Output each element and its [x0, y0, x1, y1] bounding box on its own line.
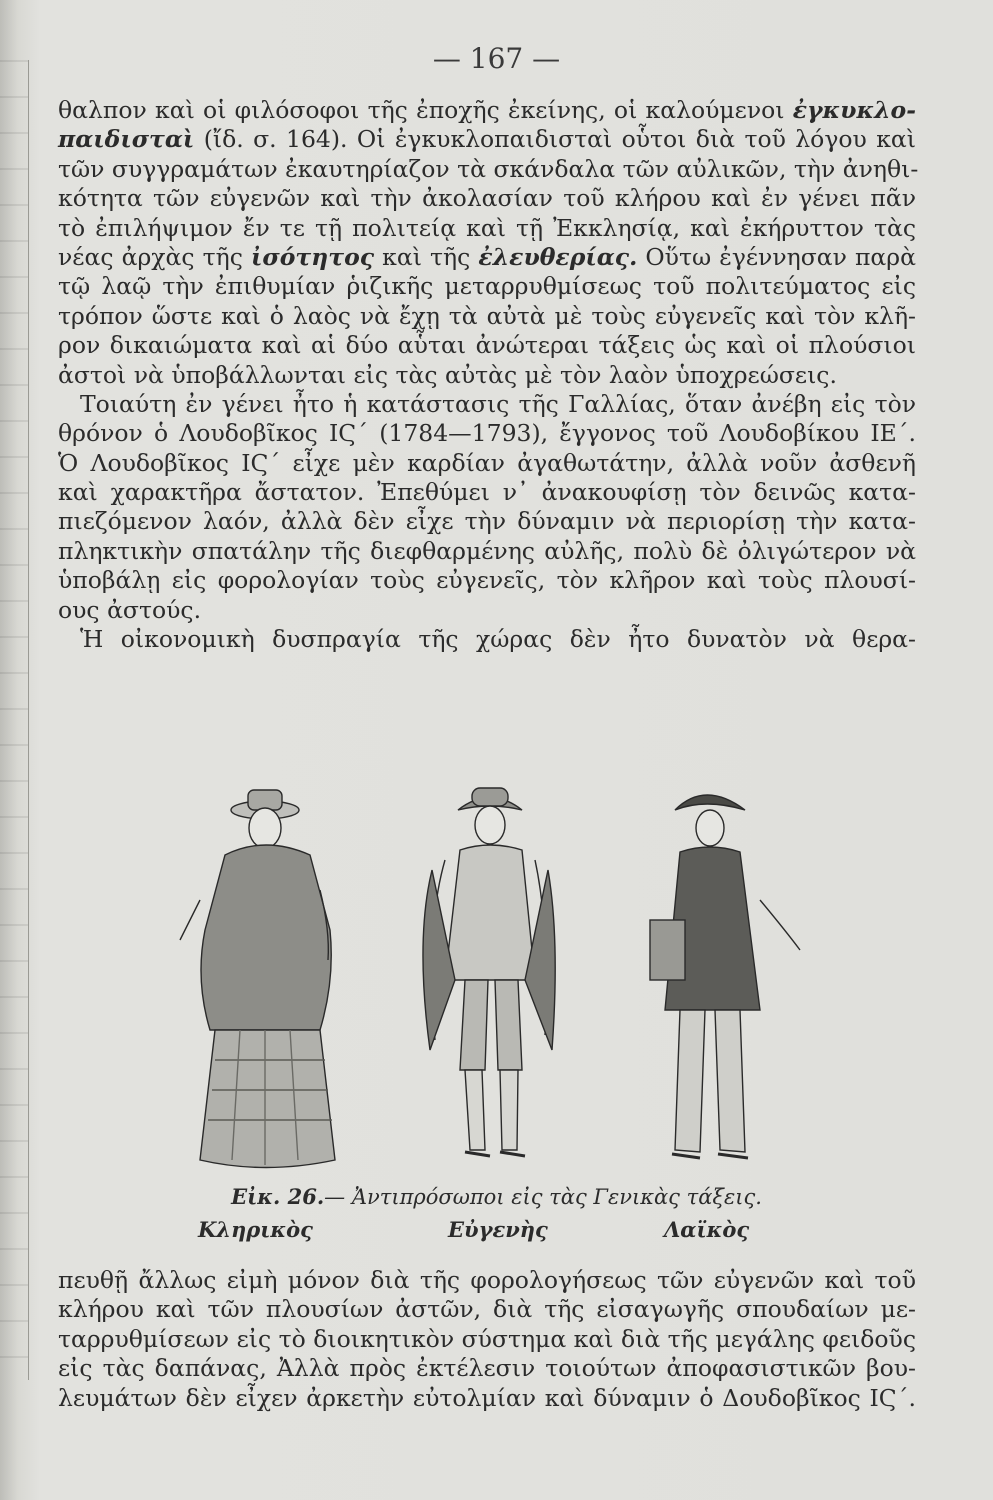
text-line: κλήρου καὶ τῶν πλουσίων ἀστῶν, διὰ τῆς εἰσαγωγῆς σπουδαίων με-: [58, 1295, 916, 1324]
clergy-figure: [180, 790, 335, 1168]
figure-label-clergy: Κληρικὸς: [198, 1217, 313, 1242]
text-line: κότητα τῶν εὐγενῶν καὶ τὴν ἀκολασίαν τοῦ κλήρου καὶ ἐν γένει πᾶν: [58, 184, 916, 213]
figure-label-noble: Εὐγενὴς: [448, 1217, 548, 1242]
text-line: Ὁ Λουδοβῖκος ΙϚ΄ εἶχε μὲν καρδίαν ἀγαθωτάτην, ἀλλὰ νοῦν ἀσθενῆ: [58, 448, 916, 477]
body-text-upper: [58, 96, 919, 654]
text-line: πιεζόμενον λαόν, ἀλλὰ δὲν εἶχε τὴν δύναμιν νὰ περιορίσῃ τὴν κατα-: [58, 507, 916, 536]
text-line: παιδισταὶ (ἴδ. σ. 164). Οἱ ἐγκυκλοπαιδισταὶ οὗτοι διὰ τοῦ λόγου καὶ: [58, 125, 916, 154]
text-line: πευθῇ ἄλλως εἰμὴ μόνον διὰ τῆς φορολογήσεως τῶν εὐγενῶν καὶ τοῦ: [58, 1266, 916, 1294]
commoner-figure: [650, 795, 800, 1158]
page-number: — 167 —: [432, 42, 561, 75]
text-line: πληκτικὴν σπατάλην τῆς διεφθαρμένης αὐλῆς, πολὺ δὲ ὀλιγώτερον νὰ: [58, 536, 916, 565]
illustration-three-figures: [160, 780, 840, 1180]
text-line: ταρρυθμίσεων εἰς τὸ διοικητικὸν σύστημα καὶ διὰ τῆς μεγάλης φειδοῦς: [58, 1324, 916, 1353]
text-line: τῷ λαῷ τὴν ἐπιθυμίαν ῥιζικῆς μεταρρυθμίσεως τοῦ πολιτεύματος εἰς: [58, 272, 916, 301]
text-line: θρόνον ὁ Λουδοβῖκος ΙϚ΄ (1784—1793), ἔγγονος τοῦ Λουδοβίκου ΙΕ΄.: [58, 419, 916, 448]
figure-label-commoner: Λαϊκὸς: [664, 1217, 750, 1242]
text-line: θαλπον καὶ οἱ φιλόσοφοι τῆς ἐποχῆς ἐκείνης, οἱ καλούμενοι ἐγκυκλο-: [58, 96, 916, 124]
text-line: εἰς τὰς δαπάνας, Ἀλλὰ πρὸς ἐκτέλεσιν τοιούτων ἀποφασιστικῶν βου-: [58, 1354, 916, 1383]
body-text-lower: [58, 1266, 916, 1413]
text-line: ρον δικαιώματα καὶ αἱ δύο αὗται ἀνώτεραι τάξεις ὡς καὶ οἱ πλούσιοι: [58, 331, 916, 360]
text-line: τὸ ἐπιλήψιμον ἔν τε τῇ πολιτείᾳ καὶ τῇ Ἐκκλησίᾳ, καὶ ἐκήρυττον τὰς: [58, 213, 916, 242]
page-binding-edge: [0, 60, 29, 1380]
text-line: τρόπον ὥστε καὶ ὁ λαὸς νὰ ἔχῃ τὰ αὐτὰ μὲ τοὺς εὐγενεῖς καὶ τὸν κλῆ-: [58, 301, 916, 330]
figure-caption-label: Εἰκ. 26.: [231, 1184, 325, 1209]
text-line: ους ἀστούς.: [58, 595, 202, 624]
text-line: ὑποβάλῃ εἰς φορολογίαν τοὺς εὐγενεῖς, τὸν κλῆρον καὶ τοὺς πλουσί-: [58, 566, 916, 595]
text-line: λευμάτων δὲν εἶχεν ἀρκετὴν εὐτολμίαν καὶ δύναμιν ὁ Δουδοβῖκος ΙϚ΄.: [58, 1383, 916, 1412]
text-line: νέας ἀρχὰς τῆς ἰσότητος καὶ τῆς ἐλευθερίας. Οὕτω ἐγέννησαν παρὰ: [58, 242, 916, 271]
text-line: καὶ χαρακτῆρα ἄστατον. Ἐπεθύμει ν᾿ ἀνακουφίσῃ τὸν δεινῶς κατα-: [58, 478, 916, 507]
figure-caption: [0, 1184, 993, 1209]
figure-sublabels: [0, 1217, 993, 1247]
text-line: τῶν συγγραμάτων ἐκαυτηρίαζον τὰ σκάνδαλα τῶν αὐλικῶν, τὴν ἀνηθι-: [58, 154, 919, 183]
noble-figure: [423, 788, 555, 1156]
text-line: ἀστοὶ νὰ ὑποβάλλωνται εἰς τὰς αὐτὰς μὲ τὸν λαὸν ὑποχρεώσεις.: [58, 360, 837, 389]
figure-caption-text: — Ἀντιπρόσωποι εἰς τὰς Γενικὰς τάξεις.: [324, 1185, 762, 1209]
text-line: Τοιαύτη ἐν γένει ἦτο ἡ κατάστασις τῆς Γαλλίας, ὅταν ἀνέβη εἰς τὸν: [80, 389, 916, 418]
text-line: Ἡ οἰκονομικὴ δυσπραγία τῆς χώρας δὲν ἦτο δυνατὸν νὰ θερα-: [80, 625, 916, 654]
